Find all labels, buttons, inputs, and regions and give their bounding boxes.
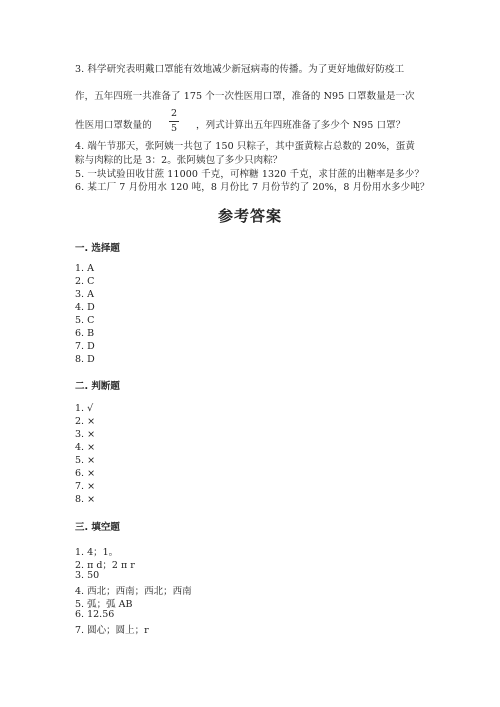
question-5: 5. 一块试验田收甘蔗 11000 千克，可榨糖 1320 千克，求甘蔗的出糖率是多少？ xyxy=(75,169,424,180)
answer-item: 8. D xyxy=(75,354,95,365)
answer-item: 3. A xyxy=(75,289,94,300)
answer-item: 5. × xyxy=(75,455,96,466)
answer-item: 2. C xyxy=(75,276,95,287)
answer-item: 7. × xyxy=(75,481,96,492)
answer-item: 5. 弧；弧 AB xyxy=(75,599,133,610)
answer-item: 4. D xyxy=(75,302,95,313)
answer-item: 5. C xyxy=(75,315,95,326)
question-3-line-3b: ，列式计算出五年四班准备了多少个 N95 口罩？ xyxy=(196,120,406,131)
question-4-line-2: 粽与肉粽的比是 3：2。张阿姨包了多少只肉粽？ xyxy=(75,155,283,166)
section-heading: 三. 填空题 xyxy=(75,522,120,533)
answer-item: 2. × xyxy=(75,416,96,427)
question-4-line-1: 4. 端午节那天，张阿姨一共包了 150 只粽子，其中蛋黄粽占总数的 20%，蛋黄 xyxy=(75,141,415,152)
question-3-line-2: 作，五年四班一共准备了 175 个一次性医用口罩，准备的 N95 口罩数量是一次 xyxy=(75,91,415,102)
answer-item: 4. × xyxy=(75,442,96,453)
answer-item: 1. A xyxy=(75,263,94,274)
answer-item: 1. 4；1。 xyxy=(75,547,119,558)
fraction-numerator: 2 xyxy=(170,108,178,119)
fraction-denominator: 5 xyxy=(170,123,178,134)
question-3-line-3a: 性医用口罩数量的 xyxy=(75,120,152,131)
answer-item: 6. B xyxy=(75,328,95,339)
answer-item: 7. 圆心；圆上；r xyxy=(75,625,149,636)
section-heading: 一. 选择题 xyxy=(75,243,120,254)
question-6: 6. 某工厂 7 月份用水 120 吨，8 月份比 7 月份节约了 20%，8 月份用水多少吨？ xyxy=(75,182,430,193)
answer-item: 8. × xyxy=(75,494,96,505)
answer-item: 6. × xyxy=(75,468,96,479)
answer-item: 4. 西北；西南；西北；西南 xyxy=(75,586,192,597)
fraction-bar xyxy=(169,121,179,122)
question-3-line-1: 3. 科学研究表明戴口罩能有效地减少新冠病毒的传播。为了更好地做好防疫工 xyxy=(75,64,405,75)
section-heading: 二. 判断题 xyxy=(75,381,120,392)
answer-item: 6. 12.56 xyxy=(75,609,115,620)
answer-item: 1. √ xyxy=(75,403,94,414)
answer-title: 参考答案 xyxy=(217,207,282,225)
answer-item: 3. 50 xyxy=(75,570,100,581)
answer-item: 7. D xyxy=(75,341,95,352)
answer-item: 2. π d；2 π r xyxy=(75,560,135,571)
answer-item: 3. × xyxy=(75,429,96,440)
